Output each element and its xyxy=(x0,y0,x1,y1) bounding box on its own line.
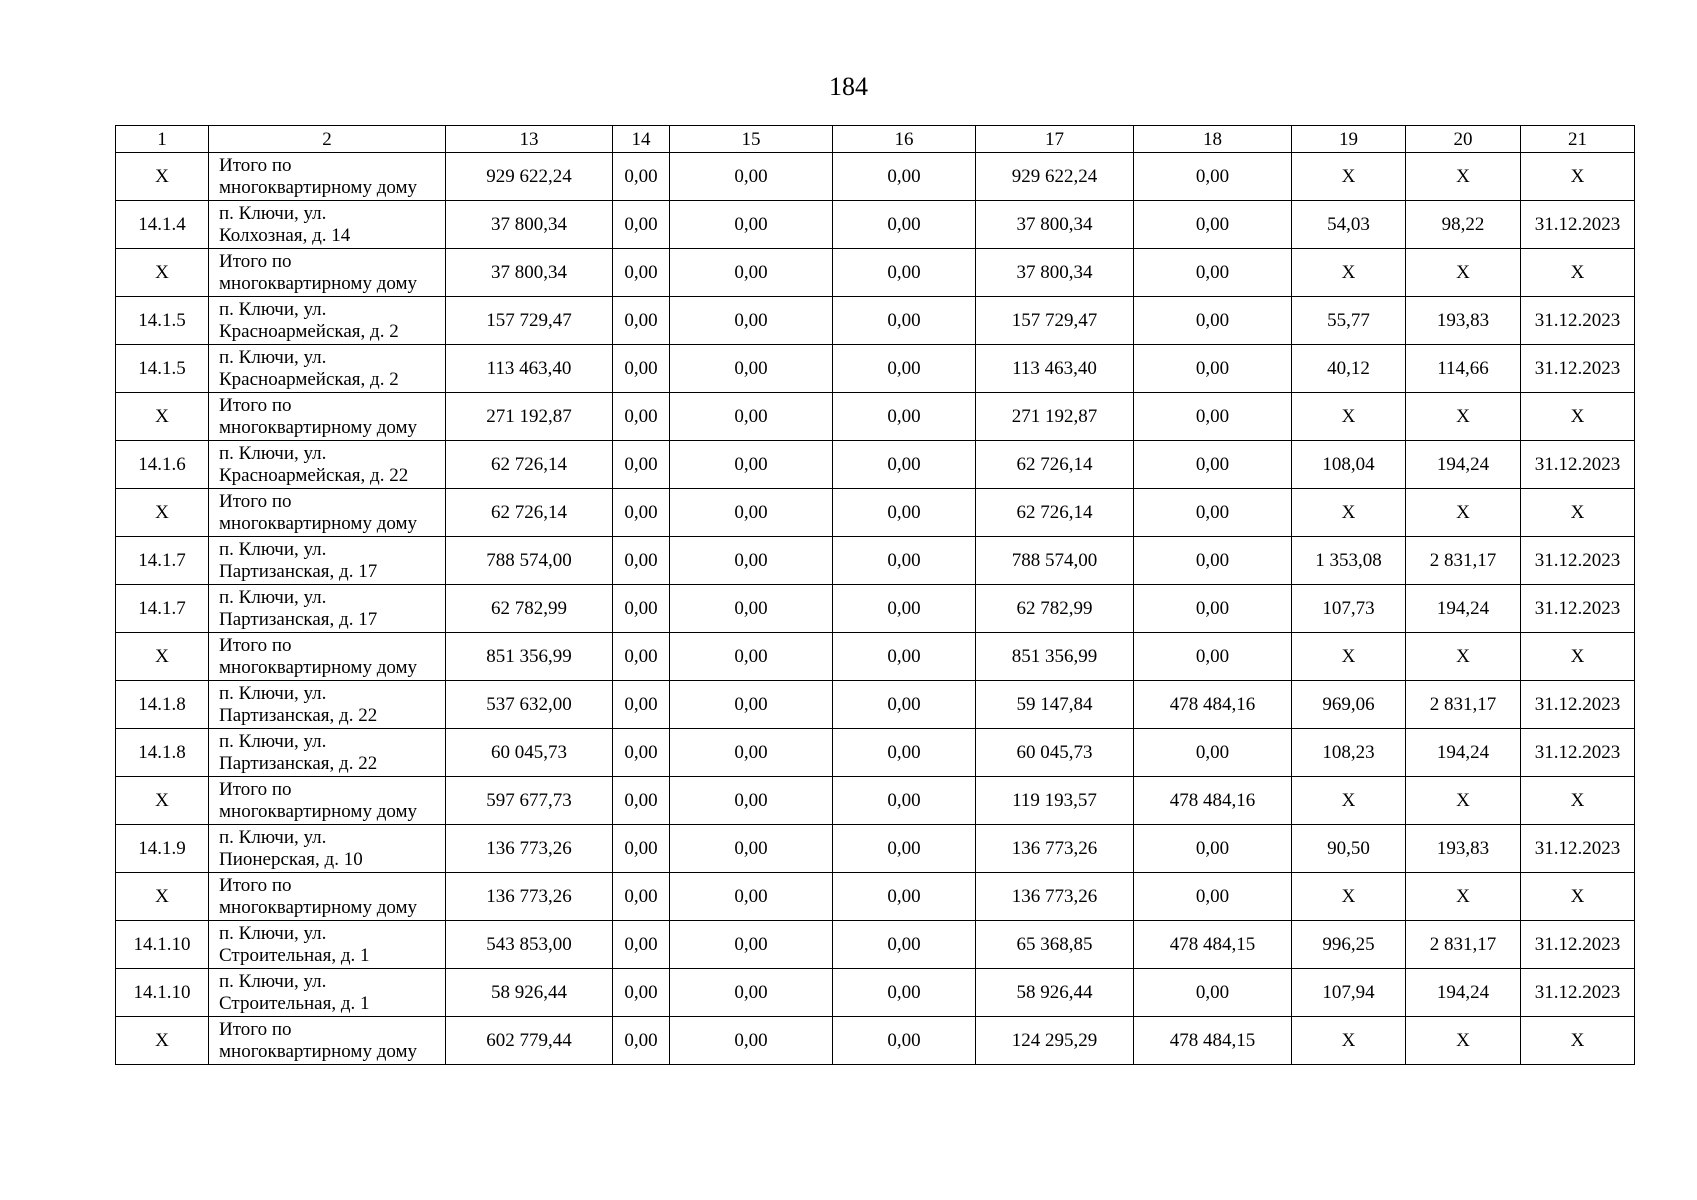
address-cell xyxy=(209,537,446,585)
table-cell: 996,25 xyxy=(1292,921,1406,969)
table-cell: 55,77 xyxy=(1292,297,1406,345)
address-cell xyxy=(209,585,446,633)
table-cell: 597 677,73 xyxy=(446,777,613,825)
table-cell: X xyxy=(1292,777,1406,825)
table-cell: 0,00 xyxy=(613,585,670,633)
header-row xyxy=(116,126,1635,153)
table-cell: 0,00 xyxy=(833,489,976,537)
table-cell: X xyxy=(1406,1017,1521,1065)
address-line: Красноармейская, д. 2 xyxy=(219,320,399,342)
table-cell: X xyxy=(1406,249,1521,297)
address-line: многоквартирному дому xyxy=(219,800,418,822)
table-cell: 0,00 xyxy=(833,201,976,249)
address-line: Партизанская, д. 22 xyxy=(219,704,378,726)
table-cell: 0,00 xyxy=(1134,153,1292,201)
data-table xyxy=(115,125,1635,1065)
table-cell: 0,00 xyxy=(1134,249,1292,297)
table-row xyxy=(116,441,1635,489)
table-cell: 788 574,00 xyxy=(446,537,613,585)
table-cell: X xyxy=(116,633,209,681)
address-line: п. Ключи, ул. xyxy=(219,970,327,992)
table-cell: 37 800,34 xyxy=(976,249,1134,297)
column-header: 13 xyxy=(446,126,613,153)
table-cell: 478 484,16 xyxy=(1134,681,1292,729)
table-row xyxy=(116,201,1635,249)
table-cell: 0,00 xyxy=(1134,537,1292,585)
table-cell: 0,00 xyxy=(1134,729,1292,777)
table-cell: 0,00 xyxy=(613,633,670,681)
address-cell xyxy=(209,873,446,921)
table-cell: 193,83 xyxy=(1406,825,1521,873)
table-cell: 543 853,00 xyxy=(446,921,613,969)
table-cell: 194,24 xyxy=(1406,969,1521,1017)
address-line: п. Ключи, ул. xyxy=(219,682,327,704)
address-line: Красноармейская, д. 22 xyxy=(219,464,409,486)
table-cell: 271 192,87 xyxy=(446,393,613,441)
table-cell: 98,22 xyxy=(1406,201,1521,249)
table-cell: 0,00 xyxy=(833,441,976,489)
table-cell: 0,00 xyxy=(833,633,976,681)
address-line: Итого по xyxy=(219,490,292,512)
table-row xyxy=(116,729,1635,777)
column-header: 14 xyxy=(613,126,670,153)
address-cell xyxy=(209,441,446,489)
table-row xyxy=(116,1017,1635,1065)
address-line: Строительная, д. 1 xyxy=(219,944,370,966)
table-cell: 0,00 xyxy=(833,393,976,441)
table-cell: 0,00 xyxy=(670,969,833,1017)
table-row xyxy=(116,825,1635,873)
table-row xyxy=(116,393,1635,441)
table-cell: 0,00 xyxy=(670,393,833,441)
table-body xyxy=(116,126,1635,1065)
table-cell: 0,00 xyxy=(670,249,833,297)
table-cell: 788 574,00 xyxy=(976,537,1134,585)
table-row xyxy=(116,153,1635,201)
table-cell: 0,00 xyxy=(613,777,670,825)
table-row xyxy=(116,873,1635,921)
table-cell: X xyxy=(1406,489,1521,537)
table-cell: 0,00 xyxy=(670,537,833,585)
table-cell: 136 773,26 xyxy=(446,825,613,873)
table-cell: 0,00 xyxy=(670,441,833,489)
address-line: Итого по xyxy=(219,778,292,800)
table-cell: 114,66 xyxy=(1406,345,1521,393)
address-line: Итого по xyxy=(219,634,292,656)
address-line: п. Ключи, ул. xyxy=(219,922,327,944)
table-cell: 31.12.2023 xyxy=(1521,441,1635,489)
table-cell: X xyxy=(1406,393,1521,441)
table-cell: X xyxy=(1521,489,1635,537)
table-cell: 14.1.7 xyxy=(116,537,209,585)
table-cell: 0,00 xyxy=(670,921,833,969)
table-cell: 0,00 xyxy=(1134,873,1292,921)
table-cell: X xyxy=(1521,777,1635,825)
address-line: п. Ключи, ул. xyxy=(219,586,327,608)
address-cell xyxy=(209,393,446,441)
table-cell: 60 045,73 xyxy=(446,729,613,777)
address-line: п. Ключи, ул. xyxy=(219,346,327,368)
table-row xyxy=(116,585,1635,633)
table-cell: 107,94 xyxy=(1292,969,1406,1017)
table-cell: 0,00 xyxy=(613,345,670,393)
address-cell xyxy=(209,969,446,1017)
table-cell: 0,00 xyxy=(670,345,833,393)
table-cell: 0,00 xyxy=(1134,297,1292,345)
address-cell xyxy=(209,297,446,345)
address-line: п. Ключи, ул. xyxy=(219,826,327,848)
table-cell: 0,00 xyxy=(613,249,670,297)
address-cell xyxy=(209,201,446,249)
table-cell: X xyxy=(1406,777,1521,825)
table-cell: 59 147,84 xyxy=(976,681,1134,729)
address-line: Партизанская, д. 17 xyxy=(219,560,378,582)
address-cell xyxy=(209,489,446,537)
table-cell: 62 726,14 xyxy=(446,441,613,489)
table-cell: 0,00 xyxy=(670,681,833,729)
address-line: п. Ключи, ул. xyxy=(219,442,327,464)
table-cell: X xyxy=(1292,1017,1406,1065)
address-cell xyxy=(209,633,446,681)
table-cell: 0,00 xyxy=(670,729,833,777)
table-cell: 0,00 xyxy=(670,873,833,921)
table-cell: 14.1.10 xyxy=(116,969,209,1017)
table-cell: 851 356,99 xyxy=(976,633,1134,681)
table-cell: 2 831,17 xyxy=(1406,681,1521,729)
table-cell: 31.12.2023 xyxy=(1521,825,1635,873)
table-cell: 0,00 xyxy=(833,825,976,873)
table-cell: 0,00 xyxy=(613,825,670,873)
table-cell: 0,00 xyxy=(613,921,670,969)
table-cell: X xyxy=(1521,633,1635,681)
table-cell: 0,00 xyxy=(613,441,670,489)
table-cell: 60 045,73 xyxy=(976,729,1134,777)
address-line: многоквартирному дому xyxy=(219,176,418,198)
table-cell: 0,00 xyxy=(613,153,670,201)
table-cell: 31.12.2023 xyxy=(1521,969,1635,1017)
table-cell: 0,00 xyxy=(833,681,976,729)
table-cell: 14.1.6 xyxy=(116,441,209,489)
table-cell: 0,00 xyxy=(833,969,976,1017)
table-row xyxy=(116,345,1635,393)
table-cell: 0,00 xyxy=(1134,969,1292,1017)
table-cell: 14.1.4 xyxy=(116,201,209,249)
table-cell: 0,00 xyxy=(613,537,670,585)
table-cell: 107,73 xyxy=(1292,585,1406,633)
table-cell: X xyxy=(1406,873,1521,921)
column-header: 19 xyxy=(1292,126,1406,153)
column-header: 1 xyxy=(116,126,209,153)
column-header: 16 xyxy=(833,126,976,153)
table-cell: 478 484,15 xyxy=(1134,921,1292,969)
table-cell: 62 726,14 xyxy=(976,441,1134,489)
table-cell: 0,00 xyxy=(613,873,670,921)
table-row xyxy=(116,537,1635,585)
table-cell: 0,00 xyxy=(613,297,670,345)
table-cell: 929 622,24 xyxy=(976,153,1134,201)
table-cell: 0,00 xyxy=(833,537,976,585)
table-cell: 0,00 xyxy=(670,297,833,345)
address-line: Итого по xyxy=(219,874,292,896)
table-cell: 136 773,26 xyxy=(976,825,1134,873)
table-cell: 31.12.2023 xyxy=(1521,201,1635,249)
table-cell: 0,00 xyxy=(670,777,833,825)
address-line: многоквартирному дому xyxy=(219,416,418,438)
table-cell: 31.12.2023 xyxy=(1521,297,1635,345)
table-cell: 58 926,44 xyxy=(446,969,613,1017)
table-cell: 0,00 xyxy=(833,921,976,969)
table-cell: X xyxy=(1406,153,1521,201)
table-cell: 14.1.9 xyxy=(116,825,209,873)
table-cell: 0,00 xyxy=(613,489,670,537)
table-cell: 0,00 xyxy=(1134,441,1292,489)
table-cell: 31.12.2023 xyxy=(1521,681,1635,729)
table-cell: X xyxy=(1521,873,1635,921)
address-cell xyxy=(209,777,446,825)
table-cell: 0,00 xyxy=(833,153,976,201)
table-cell: 2 831,17 xyxy=(1406,921,1521,969)
address-line: Партизанская, д. 17 xyxy=(219,608,378,630)
table-cell: 0,00 xyxy=(833,729,976,777)
table-cell: 14.1.10 xyxy=(116,921,209,969)
address-line: Итого по xyxy=(219,250,292,272)
table-row xyxy=(116,969,1635,1017)
table-cell: 194,24 xyxy=(1406,585,1521,633)
table-cell: 0,00 xyxy=(613,1017,670,1065)
table-cell: 0,00 xyxy=(833,345,976,393)
table-cell: 0,00 xyxy=(833,585,976,633)
table-row xyxy=(116,681,1635,729)
table-cell: 62 726,14 xyxy=(446,489,613,537)
address-cell xyxy=(209,825,446,873)
table-cell: 0,00 xyxy=(613,969,670,1017)
table-cell: 62 782,99 xyxy=(976,585,1134,633)
address-cell xyxy=(209,921,446,969)
table-cell: 0,00 xyxy=(833,297,976,345)
table-cell: 0,00 xyxy=(1134,345,1292,393)
address-cell xyxy=(209,345,446,393)
address-line: п. Ключи, ул. xyxy=(219,538,327,560)
table-cell: 31.12.2023 xyxy=(1521,537,1635,585)
column-header: 20 xyxy=(1406,126,1521,153)
table-cell: 0,00 xyxy=(833,873,976,921)
table-cell: 193,83 xyxy=(1406,297,1521,345)
table-cell: 194,24 xyxy=(1406,441,1521,489)
column-header: 2 xyxy=(209,126,446,153)
column-header: 21 xyxy=(1521,126,1635,153)
table-cell: 478 484,15 xyxy=(1134,1017,1292,1065)
address-cell xyxy=(209,729,446,777)
table-row xyxy=(116,489,1635,537)
table-cell: 0,00 xyxy=(1134,201,1292,249)
table-cell: 1 353,08 xyxy=(1292,537,1406,585)
table-cell: 14.1.8 xyxy=(116,681,209,729)
page-number: 184 xyxy=(829,72,868,101)
table-cell: 0,00 xyxy=(833,1017,976,1065)
table-cell: 194,24 xyxy=(1406,729,1521,777)
table-cell: X xyxy=(1406,633,1521,681)
address-line: Партизанская, д. 22 xyxy=(219,752,378,774)
table-cell: X xyxy=(116,873,209,921)
table-cell: 90,50 xyxy=(1292,825,1406,873)
table-cell: 0,00 xyxy=(670,489,833,537)
table-cell: X xyxy=(116,777,209,825)
table-cell: 65 368,85 xyxy=(976,921,1134,969)
table-cell: 113 463,40 xyxy=(976,345,1134,393)
address-line: Пионерская, д. 10 xyxy=(219,848,363,870)
table-row xyxy=(116,777,1635,825)
table-cell: 0,00 xyxy=(613,393,670,441)
table-cell: X xyxy=(116,1017,209,1065)
table-cell: 62 726,14 xyxy=(976,489,1134,537)
table-cell: 119 193,57 xyxy=(976,777,1134,825)
table-cell: 124 295,29 xyxy=(976,1017,1134,1065)
address-line: п. Ключи, ул. xyxy=(219,730,327,752)
table-cell: X xyxy=(1292,633,1406,681)
table-cell: 31.12.2023 xyxy=(1521,585,1635,633)
table-cell: 0,00 xyxy=(613,681,670,729)
table-cell: 0,00 xyxy=(670,585,833,633)
address-cell xyxy=(209,681,446,729)
table-cell: 157 729,47 xyxy=(446,297,613,345)
address-line: Красноармейская, д. 2 xyxy=(219,368,399,390)
address-line: многоквартирному дому xyxy=(219,896,418,918)
table-row xyxy=(116,921,1635,969)
table-cell: 0,00 xyxy=(670,153,833,201)
table-cell: X xyxy=(1292,489,1406,537)
table-cell: 0,00 xyxy=(833,777,976,825)
table-cell: 478 484,16 xyxy=(1134,777,1292,825)
table-cell: 0,00 xyxy=(833,249,976,297)
table-cell: X xyxy=(1521,153,1635,201)
column-header: 18 xyxy=(1134,126,1292,153)
address-line: Итого по xyxy=(219,1018,292,1040)
table-cell: 0,00 xyxy=(670,633,833,681)
address-line: Строительная, д. 1 xyxy=(219,992,370,1014)
table-cell: 2 831,17 xyxy=(1406,537,1521,585)
table-cell: X xyxy=(1521,249,1635,297)
address-line: многоквартирному дому xyxy=(219,656,418,678)
address-cell xyxy=(209,153,446,201)
table-cell: 0,00 xyxy=(1134,393,1292,441)
table-cell: 108,23 xyxy=(1292,729,1406,777)
table-cell: 136 773,26 xyxy=(446,873,613,921)
table-cell: 31.12.2023 xyxy=(1521,921,1635,969)
table-cell: 62 782,99 xyxy=(446,585,613,633)
table-cell: 851 356,99 xyxy=(446,633,613,681)
table-cell: 0,00 xyxy=(1134,633,1292,681)
table-cell: 54,03 xyxy=(1292,201,1406,249)
table-cell: X xyxy=(116,489,209,537)
address-line: многоквартирному дому xyxy=(219,1040,418,1062)
table-cell: 969,06 xyxy=(1292,681,1406,729)
table-cell: 0,00 xyxy=(670,825,833,873)
table-cell: 157 729,47 xyxy=(976,297,1134,345)
table-cell: 113 463,40 xyxy=(446,345,613,393)
column-header: 15 xyxy=(670,126,833,153)
table-cell: 0,00 xyxy=(670,201,833,249)
table-cell: 37 800,34 xyxy=(446,201,613,249)
table-cell: 14.1.8 xyxy=(116,729,209,777)
address-line: Колхозная, д. 14 xyxy=(219,224,351,246)
table-cell: X xyxy=(116,153,209,201)
table-cell: 0,00 xyxy=(1134,489,1292,537)
address-line: многоквартирному дому xyxy=(219,512,418,534)
table-cell: 58 926,44 xyxy=(976,969,1134,1017)
table-row xyxy=(116,633,1635,681)
table-cell: 37 800,34 xyxy=(976,201,1134,249)
table-cell: 40,12 xyxy=(1292,345,1406,393)
table-cell: 14.1.7 xyxy=(116,585,209,633)
table-row xyxy=(116,297,1635,345)
table-cell: 0,00 xyxy=(1134,585,1292,633)
table-cell: 0,00 xyxy=(613,201,670,249)
table-cell: 0,00 xyxy=(613,729,670,777)
table-cell: 14.1.5 xyxy=(116,297,209,345)
table-cell: 537 632,00 xyxy=(446,681,613,729)
address-line: Итого по xyxy=(219,154,292,176)
address-line: п. Ключи, ул. xyxy=(219,298,327,320)
column-header: 17 xyxy=(976,126,1134,153)
table-row xyxy=(116,249,1635,297)
table-cell: X xyxy=(1521,393,1635,441)
address-cell xyxy=(209,249,446,297)
table-cell: 31.12.2023 xyxy=(1521,729,1635,777)
table-cell: 108,04 xyxy=(1292,441,1406,489)
table-cell: 602 779,44 xyxy=(446,1017,613,1065)
table-cell: X xyxy=(116,249,209,297)
table-cell: 136 773,26 xyxy=(976,873,1134,921)
table-cell: 14.1.5 xyxy=(116,345,209,393)
table-cell: 37 800,34 xyxy=(446,249,613,297)
table-cell: 929 622,24 xyxy=(446,153,613,201)
table-cell: X xyxy=(1292,393,1406,441)
table-cell: 0,00 xyxy=(1134,825,1292,873)
table-cell: X xyxy=(116,393,209,441)
table-cell: X xyxy=(1292,153,1406,201)
table-cell: 0,00 xyxy=(670,1017,833,1065)
table-cell: 271 192,87 xyxy=(976,393,1134,441)
address-line: Итого по xyxy=(219,394,292,416)
address-cell xyxy=(209,1017,446,1065)
address-line: п. Ключи, ул. xyxy=(219,202,327,224)
table-cell: 31.12.2023 xyxy=(1521,345,1635,393)
address-line: многоквартирному дому xyxy=(219,272,418,294)
table-cell: X xyxy=(1292,873,1406,921)
table-cell: X xyxy=(1292,249,1406,297)
table-cell: X xyxy=(1521,1017,1635,1065)
